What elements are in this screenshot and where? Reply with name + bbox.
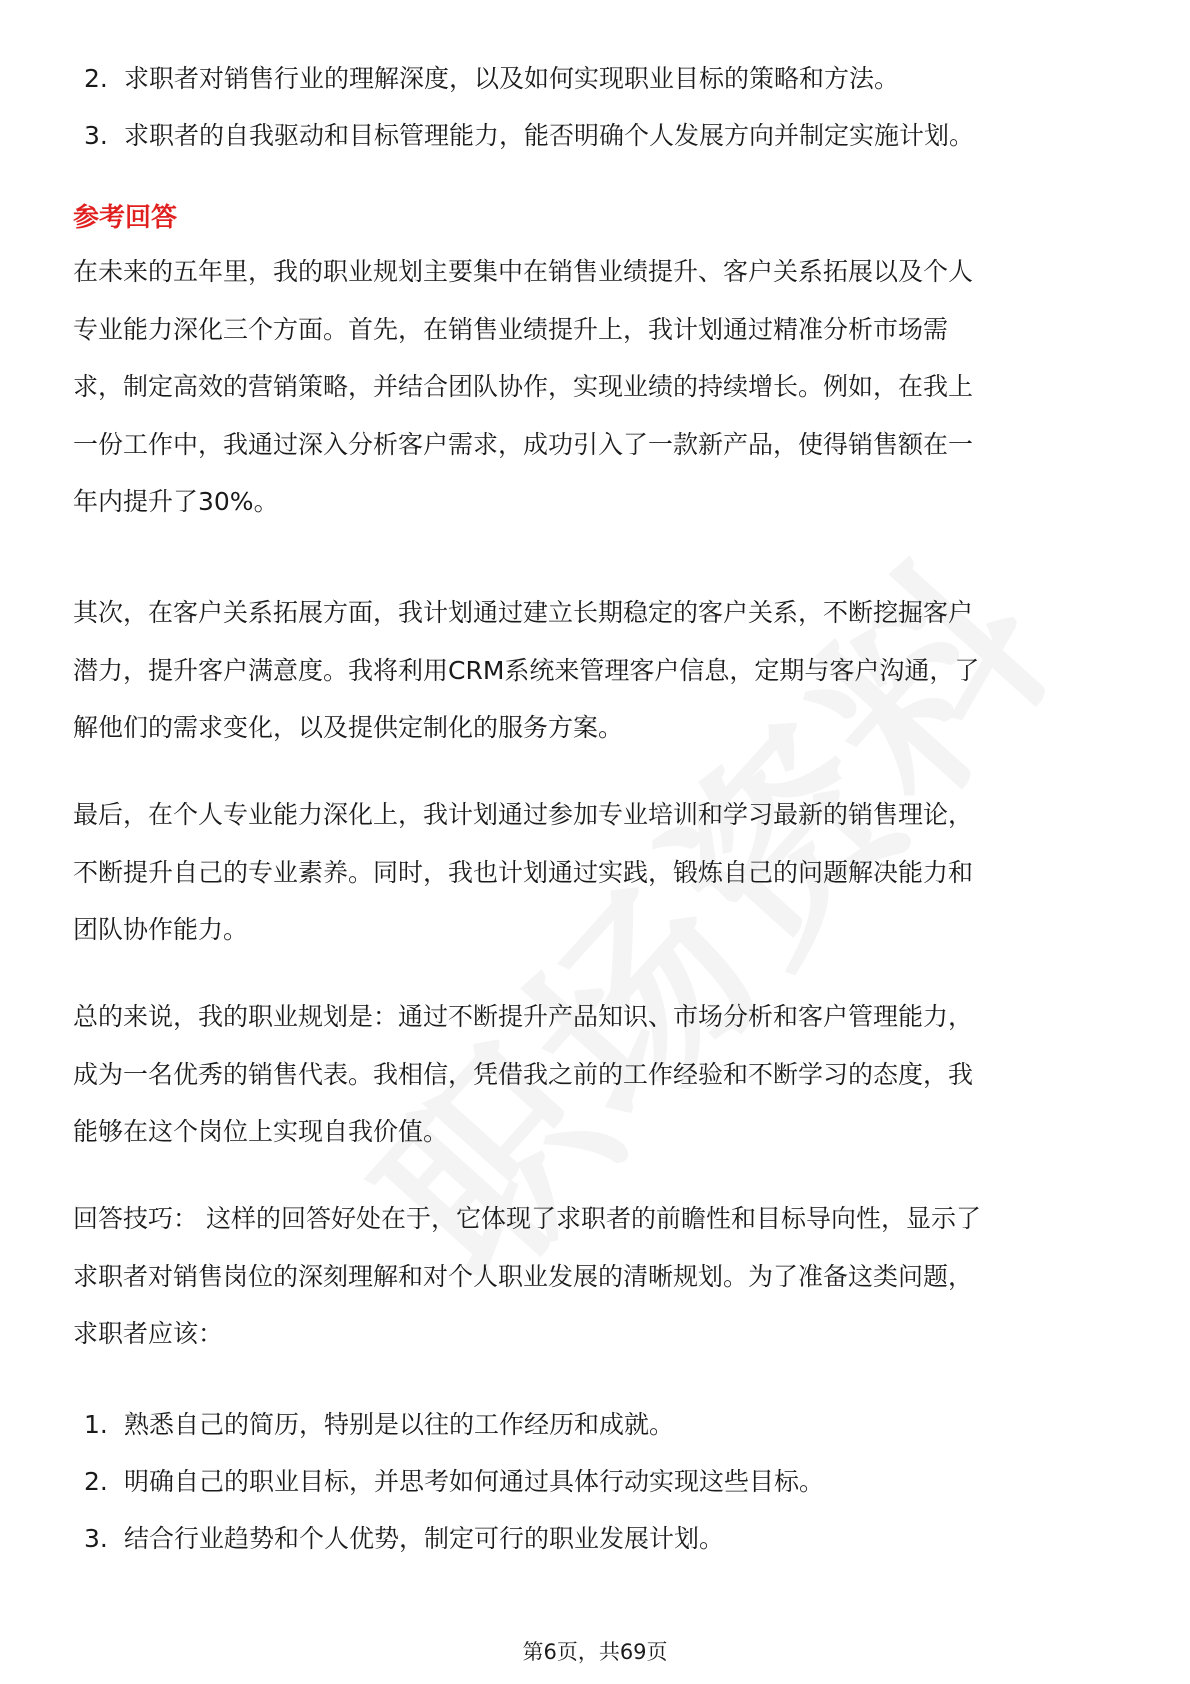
section-title: 参考回答 [73, 203, 178, 233]
paragraph-line: 其次，在客户关系拓展方面，我计划通过建立长期稳定的客户关系，不断挖掘客户 [73, 598, 974, 627]
paragraph-line: 成为一名优秀的销售代表。我相信，凭借我之前的工作经验和不断学习的态度，我 [73, 1059, 974, 1089]
list-item-text: 熟悉自己的简历，特别是以往的工作经历和成就。 [124, 1410, 675, 1439]
list-item-number: 2. [84, 64, 108, 93]
paragraph-line: 能够在这个岗位上实现自我价值。 [73, 1117, 449, 1147]
paragraph [73, 988, 1133, 1161]
paragraph-line: 最后，在个人专业能力深化上，我计划通过参加专业培训和学习最新的销售理论， [73, 800, 974, 829]
paragraph [73, 584, 1133, 757]
list-item-text: 求职者的自我驱动和目标管理能力，能否明确个人发展方向并制定实施计划。 [124, 121, 975, 150]
list-item [84, 1396, 824, 1453]
list-item-text: 明确自己的职业目标，并思考如何通过具体行动实现这些目标。 [124, 1467, 825, 1496]
list-item-number: 3. [84, 1524, 108, 1553]
paragraph-line: 在未来的五年里，我的职业规划主要集中在销售业绩提升、客户关系拓展以及个人 [73, 257, 974, 286]
paragraph-line: 一份工作中，我通过深入分析客户需求，成功引入了一款新产品，使得销售额在一 [73, 429, 974, 459]
paragraph-line: 求职者应该： [73, 1319, 224, 1349]
paragraph-line: 求，制定高效的营销策略，并结合团队协作，实现业绩的持续增长。例如，在我上 [73, 372, 974, 402]
list-item [84, 50, 974, 107]
paragraph [73, 243, 1133, 531]
paragraph-line: 求职者对销售岗位的深刻理解和对个人职业发展的清晰规划。为了准备这类问题， [73, 1261, 974, 1291]
list-item-text: 求职者对销售行业的理解深度，以及如何实现职业目标的策略和方法。 [124, 64, 900, 93]
paragraph-line: 年内提升了30%。 [73, 487, 279, 517]
paragraph-line: 潜力，提升客户满意度。我将利用CRM系统来管理客户信息，定期与客户沟通，了 [73, 655, 980, 685]
paragraph [73, 1190, 1133, 1363]
paragraph-line: 回答技巧： 这样的回答好处在于，它体现了求职者的前瞻性和目标导向性，显示了 [73, 1204, 981, 1233]
paragraph-line: 总的来说，我的职业规划是：通过不断提升产品知识、市场分析和客户管理能力， [73, 1002, 974, 1031]
bottom-numbered-list [84, 1396, 824, 1567]
page-number-footer: 第6页，共69页 [522, 1640, 668, 1664]
list-item-number: 1. [84, 1410, 108, 1439]
top-numbered-list [84, 50, 974, 164]
paragraph-line: 专业能力深化三个方面。首先，在销售业绩提升上，我计划通过精准分析市场需 [73, 314, 949, 344]
list-item-number: 3. [84, 121, 108, 150]
paragraph-line: 不断提升自己的专业素养。同时，我也计划通过实践，锻炼自己的问题解决能力和 [73, 857, 974, 887]
paragraph-line: 团队协作能力。 [73, 915, 249, 945]
list-item-text: 结合行业趋势和个人优势，制定可行的职业发展计划。 [124, 1524, 725, 1553]
list-item-number: 2. [84, 1467, 108, 1496]
list-item [84, 107, 974, 164]
list-item [84, 1510, 824, 1567]
paragraph-line: 解他们的需求变化，以及提供定制化的服务方案。 [73, 713, 624, 743]
list-item [84, 1453, 824, 1510]
paragraph [73, 786, 1133, 959]
